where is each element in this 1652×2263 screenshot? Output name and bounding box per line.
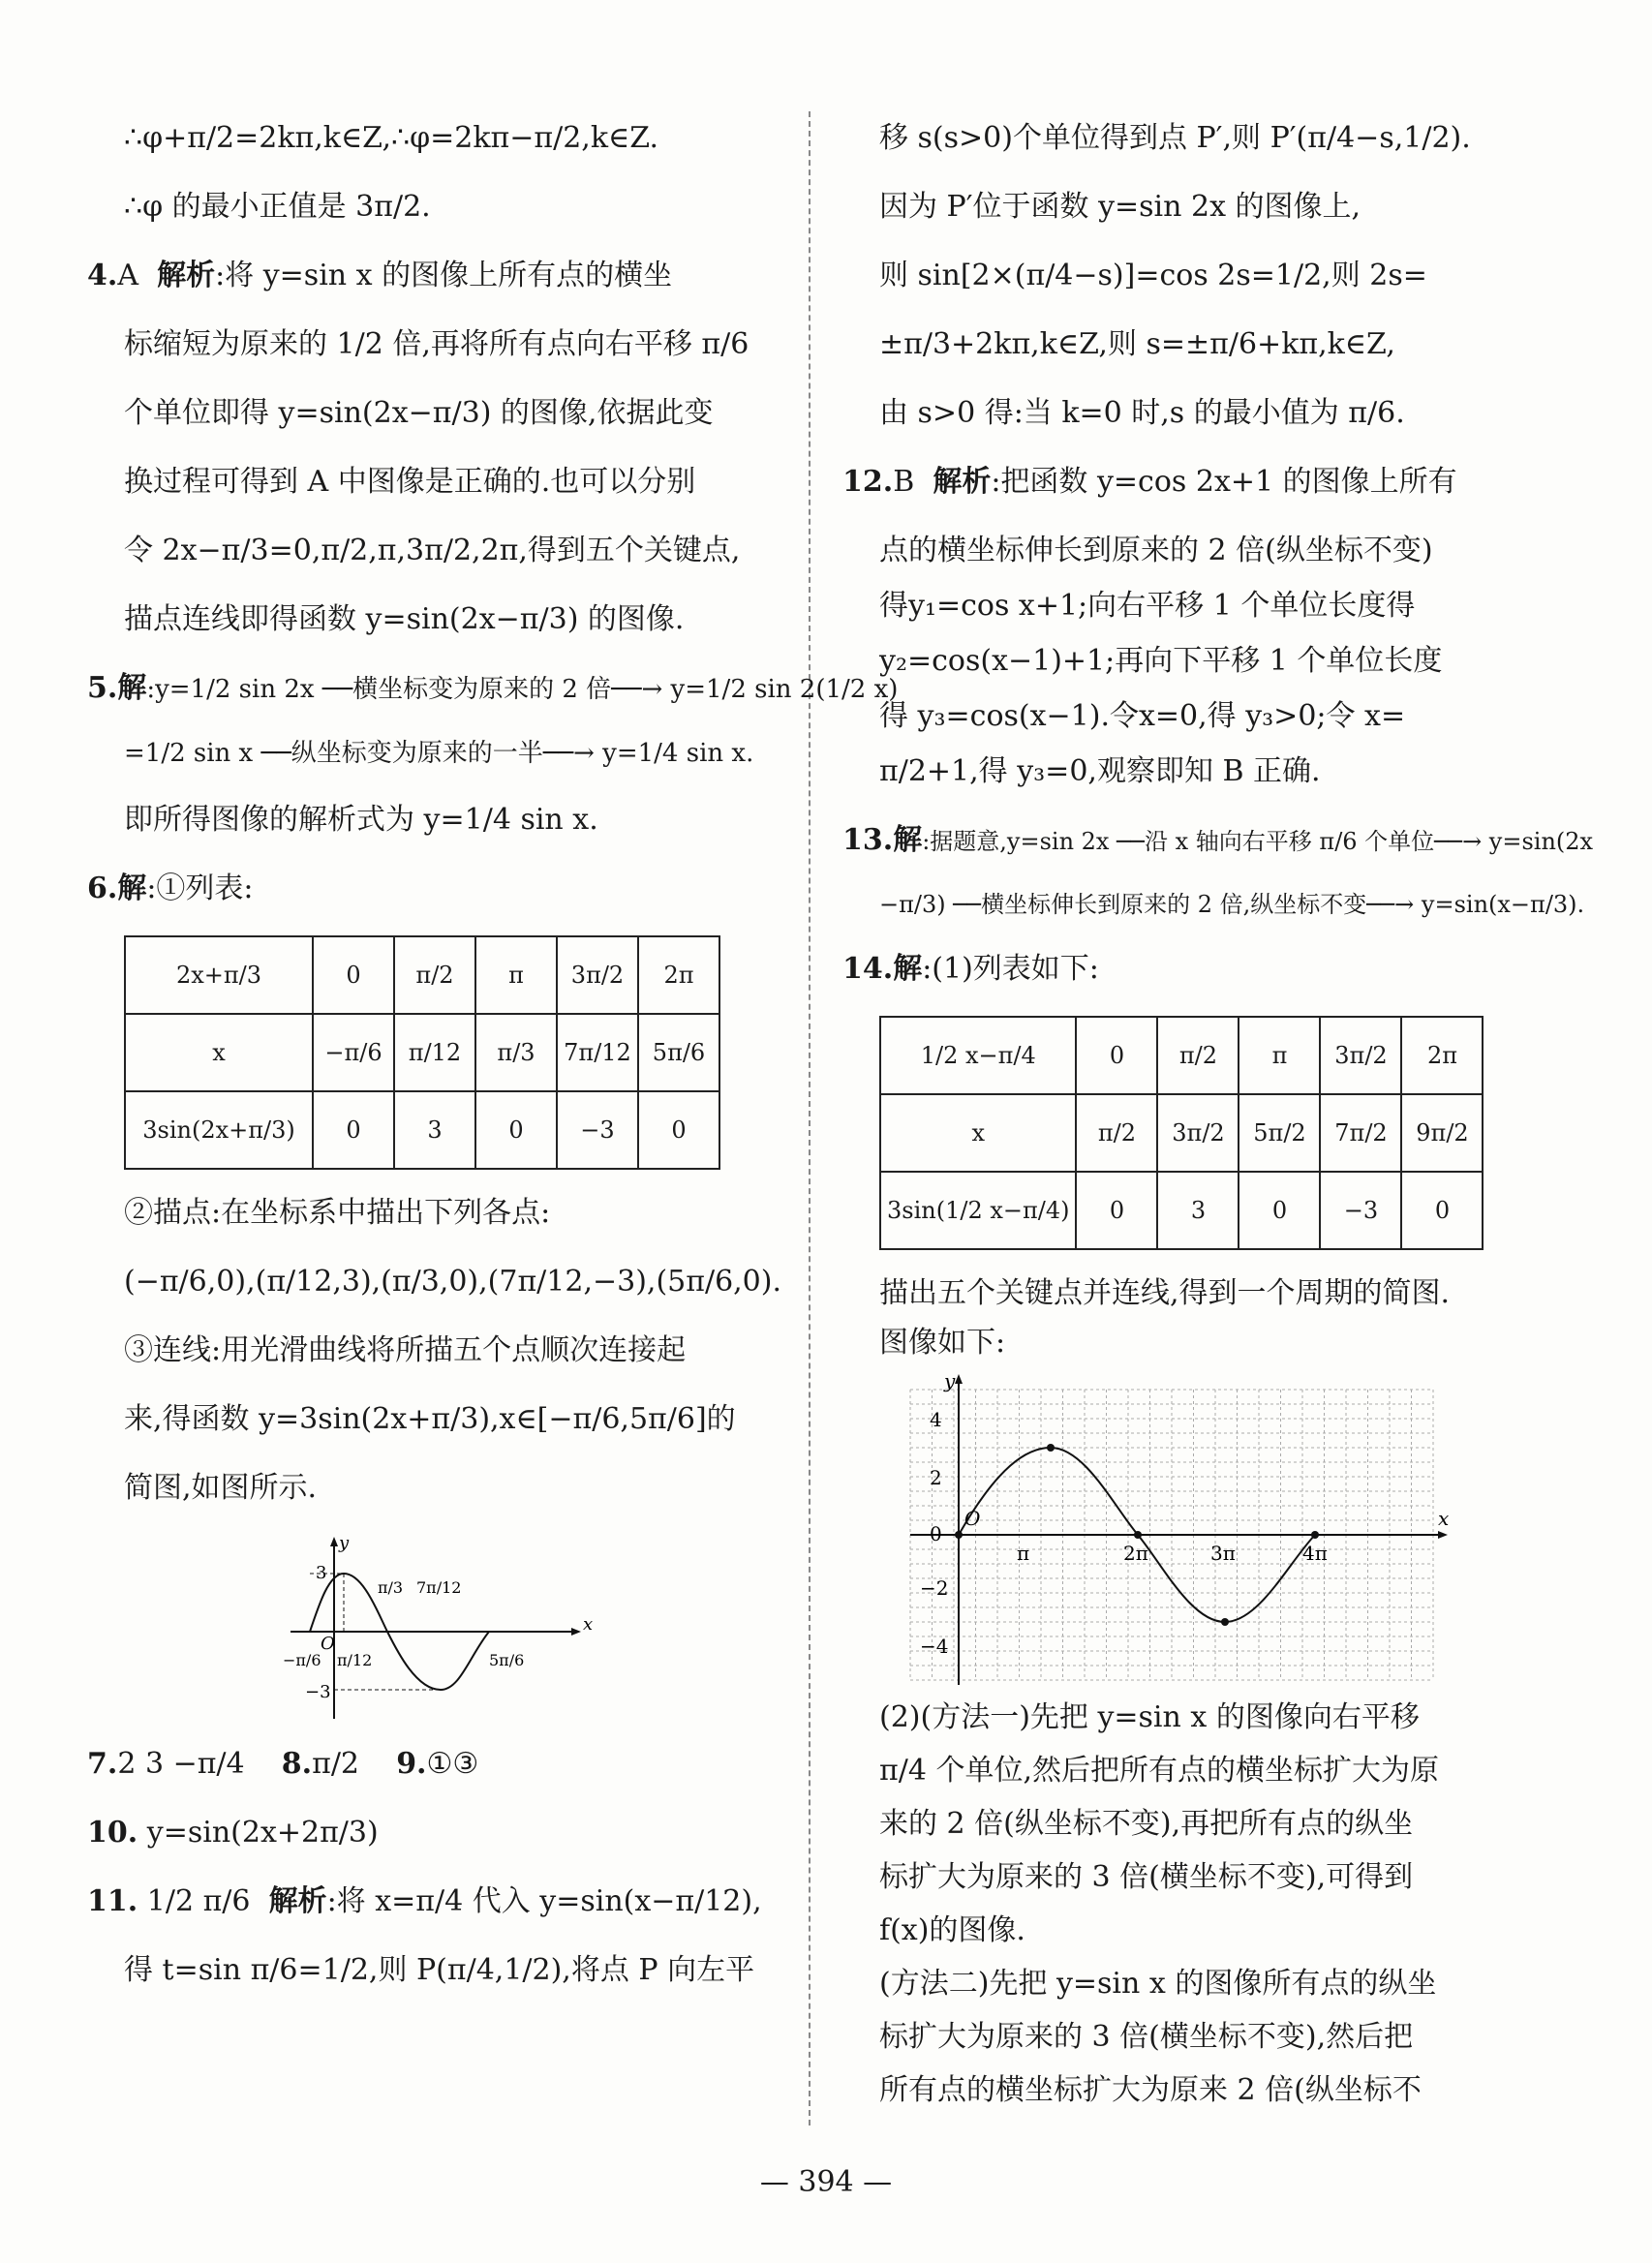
table-cell: 3π/2 (1157, 1094, 1239, 1172)
tick-label: −3 (305, 1682, 331, 1702)
text-line: (2)(方法一)先把 y=sin x 的图像向右平移 (879, 1700, 1420, 1734)
tick-label: 4π (1302, 1542, 1328, 1565)
y-arrow-icon (955, 1374, 963, 1384)
table-row (880, 1172, 1483, 1249)
text-line: 点的横坐标伸长到原来的 2 倍(纵坐标不变) (879, 534, 1433, 567)
table-cell: 5π/2 (1239, 1094, 1320, 1172)
table-cell: −3 (557, 1091, 638, 1169)
value-table-q6 (124, 935, 720, 1170)
text-line: :(1)列表如下: (922, 952, 1099, 986)
table-cell: 3 (1157, 1172, 1239, 1249)
table-cell: 5π/6 (638, 1014, 719, 1091)
left-column (87, 116, 899, 2017)
table-cell: 3sin(2x+π/3) (125, 1091, 313, 1169)
tick-label: −2 (920, 1576, 949, 1600)
tick-label: −4 (920, 1635, 949, 1658)
answers-7-9 (87, 1742, 784, 1786)
keyword-label: 解 (893, 952, 923, 986)
y-label: y (339, 1533, 350, 1553)
table-cell: 0 (638, 1091, 719, 1169)
tick-label: 2π (1123, 1542, 1148, 1565)
text-line: :y=1/2 sin 2x ──横坐标变为原来的 2 倍──→ y=1/2 sin 2(1/2 x) (146, 675, 899, 704)
keyword-label: 解 (117, 671, 147, 705)
keyword-label: 解 (117, 872, 147, 905)
answer-10 (87, 1811, 784, 1854)
keyword-label: 解析 (157, 259, 216, 292)
answer: 1/2 π/6 (146, 1884, 251, 1918)
text-line: (−π/6,0),(π/12,3),(π/3,0),(7π/12,−3),(5π/6,0). (124, 1265, 782, 1299)
keyword-label: 解 (893, 823, 923, 857)
table-cell: 9π/2 (1401, 1094, 1483, 1172)
table-cell: 0 (1401, 1172, 1483, 1249)
table-cell: 7π/2 (1320, 1094, 1401, 1172)
text-line: y₂=cos(x−1)+1;再向下平移 1 个单位长度 (879, 644, 1443, 678)
text-line: ②描点:在坐标系中描出下列各点: (124, 1196, 551, 1230)
text-line: 即所得图像的解析式为 y=1/4 sin x. (124, 803, 598, 837)
keyword-label: 解析 (933, 465, 992, 499)
text-line: (方法二)先把 y=sin x 的图像所有点的纵坐 (879, 1967, 1437, 2001)
table-cell: π/2 (394, 936, 475, 1014)
table-cell: 1/2 x−π/4 (880, 1017, 1076, 1094)
table-cell: π/12 (394, 1014, 475, 1091)
question-number: 9. (396, 1747, 427, 1781)
text-line: 因为 P′位于函数 y=sin 2x 的图像上, (879, 190, 1361, 224)
text-line: 标扩大为原来的 3 倍(横坐标不变),然后把 (879, 2020, 1414, 2054)
text-line: 标扩大为原来的 3 倍(横坐标不变),可得到 (879, 1860, 1414, 1894)
question-12 (842, 460, 1535, 504)
answer: B (893, 465, 915, 499)
text-line: 令 2x−π/3=0,π/2,π,3π/2,2π,得到五个关键点, (124, 534, 741, 567)
text-line: 个单位即得 y=sin(2x−π/3) 的图像,依据此变 (124, 396, 714, 430)
question-4 (87, 254, 784, 297)
answer: π/2 (312, 1747, 360, 1781)
text-line: f(x)的图像. (879, 1913, 1025, 1947)
answer: A (117, 259, 138, 292)
table-cell: 3π/2 (557, 936, 638, 1014)
question-number: 8. (281, 1747, 313, 1781)
text-line: 则 sin[2×(π/4−s)]=cos 2s=1/2,则 2s= (879, 259, 1427, 292)
question-number: 5. (87, 671, 118, 705)
text-line: 标缩短为原来的 1/2 倍,再将所有点向右平移 π/6 (124, 327, 750, 361)
table-cell: 3sin(1/2 x−π/4) (880, 1172, 1076, 1249)
table-cell: x (880, 1094, 1076, 1172)
tick-label: 4 (930, 1408, 942, 1431)
text-line: ∴φ 的最小正值是 3π/2. (124, 190, 431, 224)
text-line: :据题意,y=sin 2x ──沿 x 轴向右平移 π/6 个单位──→ y=sin(2x (922, 828, 1594, 855)
value-table-q14 (879, 1016, 1484, 1250)
question-number: 4. (87, 259, 118, 292)
text-line: :将 y=sin x 的图像上所有点的横坐 (215, 259, 673, 292)
table-wrap (87, 935, 784, 1170)
key-point (1311, 1531, 1319, 1539)
question-number: 6. (87, 872, 118, 905)
answer: ①③ (426, 1747, 479, 1781)
question-number: 14. (842, 952, 894, 986)
question-14 (842, 947, 1535, 991)
question-number: 12. (842, 465, 894, 499)
column-divider (809, 111, 811, 2125)
tick-label: 0 (930, 1522, 942, 1545)
page-number: — 394 — (759, 2165, 893, 2199)
text-line: 换过程可得到 A 中图像是正确的.也可以分别 (124, 465, 696, 499)
text-line: 由 s>0 得:当 k=0 时,s 的最小值为 π/6. (879, 396, 1405, 430)
table-row (880, 1094, 1483, 1172)
table-cell: 3π/2 (1320, 1017, 1401, 1094)
text-line: 来,得函数 y=3sin(2x+π/3),x∈[−π/6,5π/6]的 (124, 1402, 736, 1436)
text-line: 得 y₃=cos(x−1).令x=0,得 y₃>0;令 x= (879, 699, 1406, 733)
x-label: x (1438, 1507, 1450, 1530)
text-line: 描点连线即得函数 y=sin(2x−π/3) 的图像. (124, 602, 685, 636)
text-line: 描出五个关键点并连线,得到一个周期的简图. (879, 1276, 1451, 1310)
x-label: x (583, 1614, 594, 1635)
table-cell: 0 (313, 936, 394, 1014)
question-5 (87, 666, 899, 710)
table-cell: 0 (313, 1091, 394, 1169)
text-line: π/2+1,得 y₃=0,观察即知 B 正确. (879, 754, 1321, 788)
table-cell: 0 (1076, 1172, 1157, 1249)
table-cell: π/2 (1157, 1017, 1239, 1094)
key-point (1134, 1531, 1142, 1539)
tick-label: π (1017, 1542, 1030, 1565)
question-6 (87, 867, 784, 910)
key-point (955, 1531, 963, 1539)
text-line: ±π/3+2kπ,k∈Z,则 s=±π/6+kπ,k∈Z, (879, 327, 1395, 361)
table-cell: −3 (1320, 1172, 1401, 1249)
text-line: 所有点的横坐标扩大为原来 2 倍(纵坐标不 (879, 2073, 1422, 2107)
table-cell: π/2 (1076, 1094, 1157, 1172)
y-label: y (944, 1369, 956, 1392)
origin-label: O (964, 1507, 981, 1530)
table-row (880, 1017, 1483, 1094)
table-cell: 3 (394, 1091, 475, 1169)
keyword-label: 解析 (268, 1884, 327, 1918)
tick-label: −π/6 (283, 1651, 321, 1669)
text-line: 移 s(s>0)个单位得到点 P′,则 P′(π/4−s,1/2). (879, 121, 1471, 155)
x-arrow-icon (1438, 1531, 1448, 1539)
tick-label: 3 (316, 1563, 327, 1583)
table-cell: 0 (1076, 1017, 1157, 1094)
table-cell: π (475, 936, 557, 1014)
x-arrow-icon (571, 1628, 581, 1636)
question-number: 7. (87, 1747, 118, 1781)
text-line: =1/2 sin x ──纵坐标变为原来的一半──→ y=1/4 sin x. (124, 739, 754, 768)
text-line: 简图,如图所示. (124, 1471, 318, 1505)
right-column (842, 116, 1594, 2122)
answer: 2 3 −π/4 (117, 1747, 245, 1781)
table-cell: π (1239, 1017, 1320, 1094)
table-cell: 7π/12 (557, 1014, 638, 1091)
table-wrap (842, 1016, 1535, 1250)
question-11 (87, 1880, 784, 1923)
text-line: −π/3) ──横坐标伸长到原来的 2 倍,纵坐标不变──→ y=sin(x−π/3). (879, 891, 1585, 918)
text-line: :①列表: (146, 872, 254, 905)
table-row (125, 1091, 719, 1169)
tick-label: π/12 (337, 1651, 373, 1669)
text-line: 得 t=sin π/6=1/2,则 P(π/4,1/2),将点 P 向左平 (124, 1953, 755, 1987)
table-cell: 2x+π/3 (125, 936, 313, 1014)
table-cell: 0 (475, 1091, 557, 1169)
tick-label: 7π/12 (416, 1578, 462, 1597)
graph-q6 (281, 1533, 594, 1728)
text-line: :把函数 y=cos 2x+1 的图像上所有 (991, 465, 1457, 499)
question-number: 11. (87, 1884, 138, 1918)
text-line: ③连线:用光滑曲线将所描五个点顺次连接起 (124, 1333, 687, 1367)
table-cell: 2π (638, 936, 719, 1014)
answer: y=sin(2x+2π/3) (146, 1816, 379, 1850)
text-line: π/4 个单位,然后把所有点的横坐标扩大为原 (879, 1754, 1439, 1788)
question-number: 13. (842, 823, 894, 857)
text-line: 来的 2 倍(纵坐标不变),再把所有点的纵坐 (879, 1807, 1414, 1841)
tick-label: 3π (1210, 1542, 1236, 1565)
table-row (125, 1014, 719, 1091)
table-cell: 2π (1401, 1017, 1483, 1094)
text-line: 图像如下: (879, 1326, 1006, 1360)
text-line: ∴φ+π/2=2kπ,k∈Z,∴φ=2kπ−π/2,k∈Z. (124, 121, 659, 155)
tick-label: π/3 (378, 1578, 404, 1597)
origin-label: O (321, 1634, 335, 1654)
y-arrow-icon (330, 1537, 338, 1546)
question-13 (842, 818, 1594, 862)
graph-q14 (891, 1370, 1453, 1690)
tick-label: 2 (930, 1466, 942, 1489)
question-number: 10. (87, 1816, 138, 1850)
table-cell: 0 (1239, 1172, 1320, 1249)
key-point (1047, 1444, 1055, 1452)
table-cell: −π/6 (313, 1014, 394, 1091)
table-cell: π/3 (475, 1014, 557, 1091)
table-row (125, 936, 719, 1014)
table-cell: x (125, 1014, 313, 1091)
key-point (1221, 1618, 1229, 1626)
text-line: 得y₁=cos x+1;向右平移 1 个单位长度得 (879, 589, 1416, 623)
tick-label: 5π/6 (489, 1651, 525, 1669)
text-line: :将 x=π/4 代入 y=sin(x−π/12), (326, 1884, 762, 1918)
